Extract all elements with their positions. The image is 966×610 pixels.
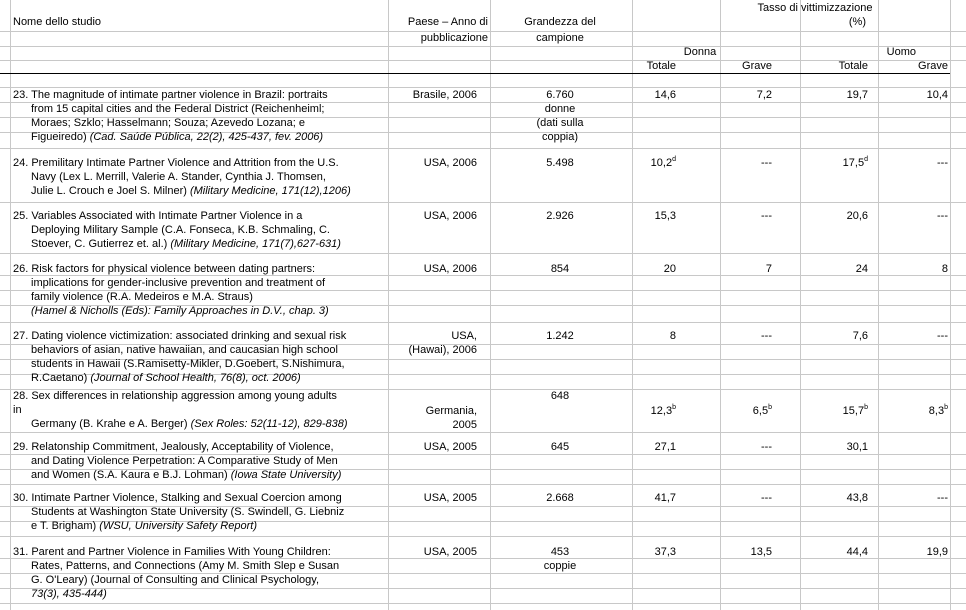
row-divider bbox=[0, 536, 966, 537]
man-total-value: 19,7 bbox=[846, 89, 868, 101]
study-title-line: from 15 capital cities and the Federal District (Reichenheiml; bbox=[31, 103, 325, 115]
woman-severe bbox=[720, 491, 772, 505]
sample-size: 6.760 bbox=[546, 89, 574, 101]
row-divider bbox=[0, 588, 966, 589]
sample-size: coppia) bbox=[541, 131, 579, 143]
woman-severe bbox=[720, 88, 772, 102]
woman-total-value: 14,6 bbox=[654, 89, 676, 101]
man-severe bbox=[878, 545, 948, 559]
row-divider bbox=[0, 432, 966, 433]
study-citation-line bbox=[31, 237, 341, 251]
man-severe bbox=[878, 262, 948, 276]
man-severe-value: 8,3 bbox=[928, 405, 945, 417]
study-authors: e T. Brigham) bbox=[31, 520, 100, 532]
study-title-line: 31. Parent and Partner Violence in Families With Young Children: bbox=[13, 546, 331, 558]
row-divider bbox=[0, 253, 966, 254]
country-year: Germania, bbox=[425, 405, 477, 417]
woman-total bbox=[632, 156, 676, 170]
woman-total-value: 8 bbox=[669, 330, 676, 342]
man-total bbox=[800, 156, 868, 170]
man-total bbox=[800, 491, 868, 505]
woman-total bbox=[632, 209, 676, 223]
sample-size: 645 bbox=[550, 441, 570, 453]
woman-total-value: 37,3 bbox=[654, 546, 676, 558]
study-title-line: 23. The magnitude of intimate partner violence in Brazil: portraits bbox=[13, 89, 328, 101]
sample-size: 2.926 bbox=[546, 210, 574, 222]
study-title-line: 29. Relatonship Commitment, Jealously, Acceptability of Violence, bbox=[13, 441, 334, 453]
woman-severe-value: 6,5 bbox=[752, 405, 769, 417]
study-title-line: G. O'Leary) (Journal of Consulting and Clinical Psychology, bbox=[31, 574, 320, 586]
woman-severe-value: 7,2 bbox=[756, 89, 772, 101]
study-title-line: behaviors of asian, native hawaiian, and caucasian high school bbox=[31, 344, 338, 356]
header-woman: Donna bbox=[683, 46, 717, 58]
woman-total-footnote: b bbox=[672, 404, 676, 411]
man-severe bbox=[878, 404, 948, 418]
study-title-line: Navy (Lex L. Merrill, Valerie A. Stander, Cynthia J. Thomsen, bbox=[31, 171, 326, 183]
man-severe-value: --- bbox=[937, 330, 948, 342]
man-total-value: 44,4 bbox=[846, 546, 868, 558]
country-year: 2005 bbox=[452, 419, 477, 431]
man-severe bbox=[878, 491, 948, 505]
country-year: USA, 2005 bbox=[423, 546, 477, 558]
header-study: Nome dello studio bbox=[13, 16, 102, 28]
row-divider bbox=[0, 148, 966, 149]
sample-size: donne bbox=[544, 103, 576, 115]
woman-severe bbox=[720, 545, 772, 559]
row-divider bbox=[0, 202, 966, 203]
woman-total bbox=[632, 88, 676, 102]
woman-severe-value: --- bbox=[761, 441, 772, 453]
study-citation-line bbox=[31, 417, 348, 431]
study-citation-line bbox=[31, 519, 257, 533]
man-total bbox=[800, 209, 868, 223]
sample-size: (dati sulla bbox=[536, 117, 584, 129]
woman-total bbox=[632, 262, 676, 276]
study-title-line: Rates, Patterns, and Connections (Amy M. Smith Slep e Susan bbox=[31, 560, 340, 572]
man-total-value: 20,6 bbox=[846, 210, 868, 222]
study-title-line: family violence (R.A. Medeiros e M.A. Straus) bbox=[31, 291, 253, 303]
study-title-line: students in Hawaii (S.Ramisetty-Mikler, D.Goebert, S.Nishimura, bbox=[31, 358, 345, 370]
header-country-line2: pubblicazione bbox=[420, 32, 488, 44]
man-total-value: 15,7 bbox=[842, 405, 865, 417]
woman-severe-value: --- bbox=[761, 330, 772, 342]
study-citation-line bbox=[31, 130, 323, 144]
man-severe-value: --- bbox=[937, 492, 948, 504]
study-title-line: 27. Dating violence victimization: associated drinking and sexual risk bbox=[13, 330, 347, 342]
study-citation-line bbox=[31, 468, 341, 482]
man-total-value: 43,8 bbox=[846, 492, 868, 504]
woman-total bbox=[632, 404, 676, 418]
woman-total-value: 12,3 bbox=[650, 405, 673, 417]
man-total bbox=[800, 88, 868, 102]
country-year: USA, bbox=[451, 330, 477, 342]
woman-severe bbox=[720, 329, 772, 343]
country-year: (Hawai), 2006 bbox=[408, 344, 477, 356]
header-rule bbox=[0, 73, 950, 74]
study-authors: and Women (S.A. Kaura e B.J. Lohman) bbox=[31, 469, 231, 481]
sample-size: 2.668 bbox=[546, 492, 574, 504]
row-divider bbox=[0, 603, 966, 604]
header-woman-total: Totale bbox=[646, 60, 676, 72]
woman-severe-value: --- bbox=[761, 157, 772, 169]
header-rate-line2: (%) bbox=[848, 16, 866, 28]
study-source: (Military Medicine, 171(7),627-631) bbox=[170, 238, 341, 250]
woman-total-value: 27,1 bbox=[654, 441, 676, 453]
man-total bbox=[800, 329, 868, 343]
woman-severe bbox=[720, 440, 772, 454]
man-total bbox=[800, 404, 868, 418]
woman-severe-value: 13,5 bbox=[750, 546, 772, 558]
row-divider bbox=[0, 46, 966, 47]
woman-total bbox=[632, 440, 676, 454]
study-title-line: Moraes; Szklo; Hasselmann; Souza; Azevedo Lozana; e bbox=[31, 117, 305, 129]
study-source: (Hamel & Nicholls (Eds): Family Approaches in D.V., chap. 3) bbox=[31, 305, 329, 317]
row-divider bbox=[0, 322, 966, 323]
study-citation-line bbox=[31, 184, 351, 198]
man-total-footnote: d bbox=[864, 156, 868, 163]
woman-total bbox=[632, 329, 676, 343]
study-authors: Julie L. Crouch e Joel S. Milner) bbox=[31, 185, 190, 197]
woman-severe-value: --- bbox=[761, 210, 772, 222]
study-citation-line bbox=[31, 371, 301, 385]
header-sample-line1: Grandezza del bbox=[524, 16, 596, 28]
study-title-line: implications for gender-inclusive prevention and treatment of bbox=[31, 277, 326, 289]
woman-total-value: 15,3 bbox=[654, 210, 676, 222]
sample-size: 5.498 bbox=[546, 157, 574, 169]
study-citation-line bbox=[31, 304, 329, 318]
study-title-line: 26. Risk factors for physical violence between dating partners: bbox=[13, 263, 316, 275]
country-year: USA, 2006 bbox=[423, 157, 477, 169]
header-man: Uomo bbox=[886, 46, 916, 58]
study-title-line: Deploying Military Sample (C.A. Fonseca, K.B. Schmaling, C. bbox=[31, 224, 330, 236]
country-year: USA, 2005 bbox=[423, 441, 477, 453]
woman-total-value: 10,2 bbox=[650, 157, 673, 169]
study-source: (WSU, University Safety Report) bbox=[99, 520, 257, 532]
header-sample-line2: campione bbox=[536, 32, 584, 44]
country-year: USA, 2005 bbox=[423, 492, 477, 504]
study-source: 73(3), 435-444) bbox=[31, 588, 107, 600]
study-title-line: 30. Intimate Partner Violence, Stalking and Sexual Coercion among bbox=[13, 492, 342, 504]
man-total bbox=[800, 545, 868, 559]
sample-size: 1.242 bbox=[546, 330, 574, 342]
sample-size: 453 bbox=[550, 546, 570, 558]
man-severe-value: --- bbox=[937, 157, 948, 169]
woman-total-footnote: d bbox=[672, 156, 676, 163]
man-total-value: 30,1 bbox=[846, 441, 868, 453]
study-authors: Germany (B. Krahe e A. Berger) bbox=[31, 418, 191, 430]
woman-severe-footnote: b bbox=[768, 404, 772, 411]
study-source: (Sex Roles: 52(11-12), 829-838) bbox=[190, 418, 348, 430]
woman-severe-value: --- bbox=[761, 492, 772, 504]
study-title-line: 28. Sex differences in relationship aggression among young adults bbox=[13, 390, 337, 402]
man-total-value: 24 bbox=[855, 263, 868, 275]
country-year: USA, 2006 bbox=[423, 210, 477, 222]
sample-size: 854 bbox=[550, 263, 570, 275]
study-title-line: Students at Washington State University (S. Swindell, G. Liebniz bbox=[31, 506, 345, 518]
header-woman-severe: Grave bbox=[742, 60, 772, 72]
man-severe-value: 10,4 bbox=[926, 89, 948, 101]
man-severe-value: 19,9 bbox=[926, 546, 948, 558]
man-total-footnote: b bbox=[864, 404, 868, 411]
sample-size: coppie bbox=[543, 560, 577, 572]
man-severe bbox=[878, 329, 948, 343]
study-title-line: and Dating Violence Perpetration: A Comparative Study of Men bbox=[31, 455, 338, 467]
woman-severe bbox=[720, 209, 772, 223]
header-rate-line1: Tasso di vittimizzazione bbox=[757, 2, 873, 14]
woman-total-value: 20 bbox=[663, 263, 676, 275]
study-authors: Figueiredo) bbox=[31, 131, 90, 143]
header-man-total: Totale bbox=[838, 60, 868, 72]
row-divider bbox=[0, 484, 966, 485]
woman-total bbox=[632, 545, 676, 559]
man-total bbox=[800, 440, 868, 454]
study-authors: R.Caetano) bbox=[31, 372, 91, 384]
woman-total bbox=[632, 491, 676, 505]
man-severe bbox=[878, 156, 948, 170]
man-severe bbox=[878, 88, 948, 102]
sample-size: 648 bbox=[550, 390, 570, 402]
woman-severe bbox=[720, 156, 772, 170]
header-man-severe: Grave bbox=[918, 60, 948, 72]
man-severe-value: 8 bbox=[941, 263, 948, 275]
study-source: (Journal of School Health, 76(8), oct. 2006) bbox=[90, 372, 301, 384]
country-year: USA, 2006 bbox=[423, 263, 477, 275]
study-title-line: 24. Premilitary Intimate Partner Violence and Attrition from the U.S. bbox=[13, 157, 339, 169]
man-total bbox=[800, 262, 868, 276]
study-title-line: in bbox=[13, 404, 22, 416]
study-authors: Stoever, C. Gutierrez et. al.) bbox=[31, 238, 171, 250]
study-source: (Military Medicine, 171(12),1206) bbox=[189, 185, 351, 197]
man-severe bbox=[878, 209, 948, 223]
study-source: (Cad. Saúde Pública, 22(2), 425-437, fev. 2006) bbox=[89, 131, 324, 143]
man-severe-footnote: b bbox=[944, 404, 948, 411]
woman-total-value: 41,7 bbox=[654, 492, 676, 504]
study-title-line: 25. Variables Associated with Intimate Partner Violence in a bbox=[13, 210, 303, 222]
study-source: (Iowa State University) bbox=[230, 469, 342, 481]
man-severe-value: --- bbox=[937, 210, 948, 222]
woman-severe bbox=[720, 404, 772, 418]
woman-severe-value: 7 bbox=[765, 263, 772, 275]
woman-severe bbox=[720, 262, 772, 276]
man-total-value: 17,5 bbox=[842, 157, 865, 169]
header-country-line1: Paese – Anno di bbox=[407, 16, 488, 28]
man-total-value: 7,6 bbox=[852, 330, 868, 342]
country-year: Brasile, 2006 bbox=[412, 89, 477, 101]
study-citation-line bbox=[31, 587, 107, 601]
